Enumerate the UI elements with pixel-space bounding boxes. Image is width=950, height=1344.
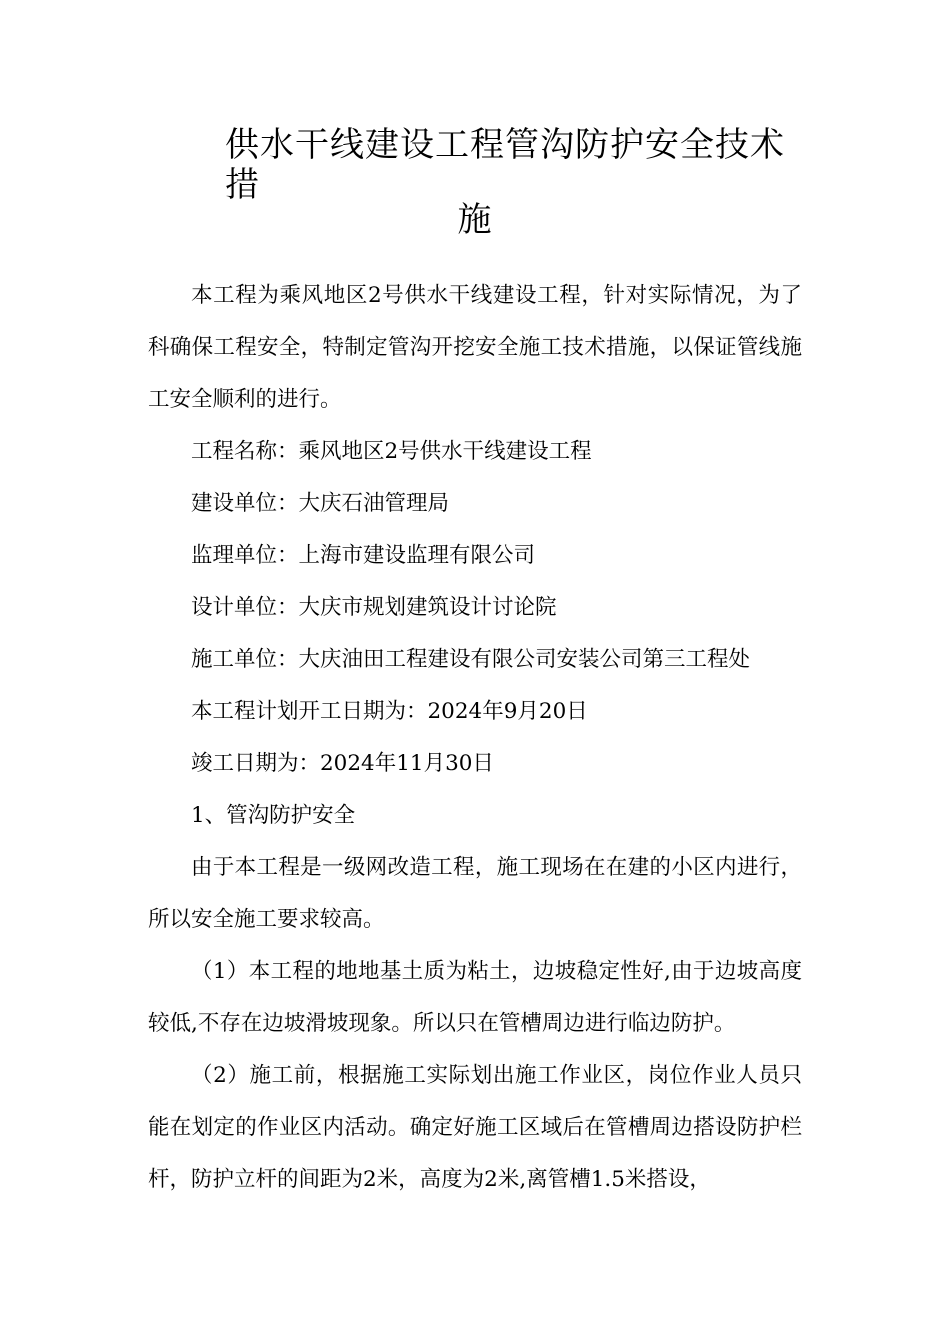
item-1-paragraph: （1）本工程的地地基土质为粘土，边坡稳定性好,由于边坡高度较低,不存在边坡滑坡现象。所以只在管槽周边进行临边防护。 [148,959,802,1036]
constructor-line: 施工单位：大庆油田工程建设有限公司安装公司第三工程处 [191,647,751,672]
intro-paragraph: 本工程为乘风地区2号供水干线建设工程，针对实际情况，为了科确保工程安全，特制定管沟开挖安全施工技术措施，以保证管线施工安全顺利的进行。 [148,283,802,412]
item-2-paragraph: （2）施工前，根据施工实际划出施工作业区，岗位作业人员只能在划定的作业区内活动。确定好施工区域后在管槽周边搭设防护栏杆，防护立杆的间距为2米，高度为2米,离管槽1.5米搭设， [148,1063,802,1192]
section-1-heading: 1、管沟防护安全 [191,803,356,828]
document-body [148,270,802,1206]
project-name-line: 工程名称：乘风地区2号供水干线建设工程 [191,439,592,464]
document-title-line-2: 施 [457,200,493,240]
builder-line: 建设单位：大庆石油管理局 [191,491,450,516]
designer-line: 设计单位：大庆市规划建筑设计讨论院 [191,595,557,620]
section-1-paragraph: 由于本工程是一级网改造工程，施工现场在在建的小区内进行，所以安全施工要求较高。 [148,855,802,932]
supervisor-line: 监理单位：上海市建设监理有限公司 [191,543,536,568]
end-date-line: 竣工日期为：2024年11月30日 [191,751,494,776]
document-title-line-1: 供水干线建设工程管沟防护安全技术措 [225,125,785,205]
start-date-line: 本工程计划开工日期为：2024年9月20日 [191,699,588,724]
